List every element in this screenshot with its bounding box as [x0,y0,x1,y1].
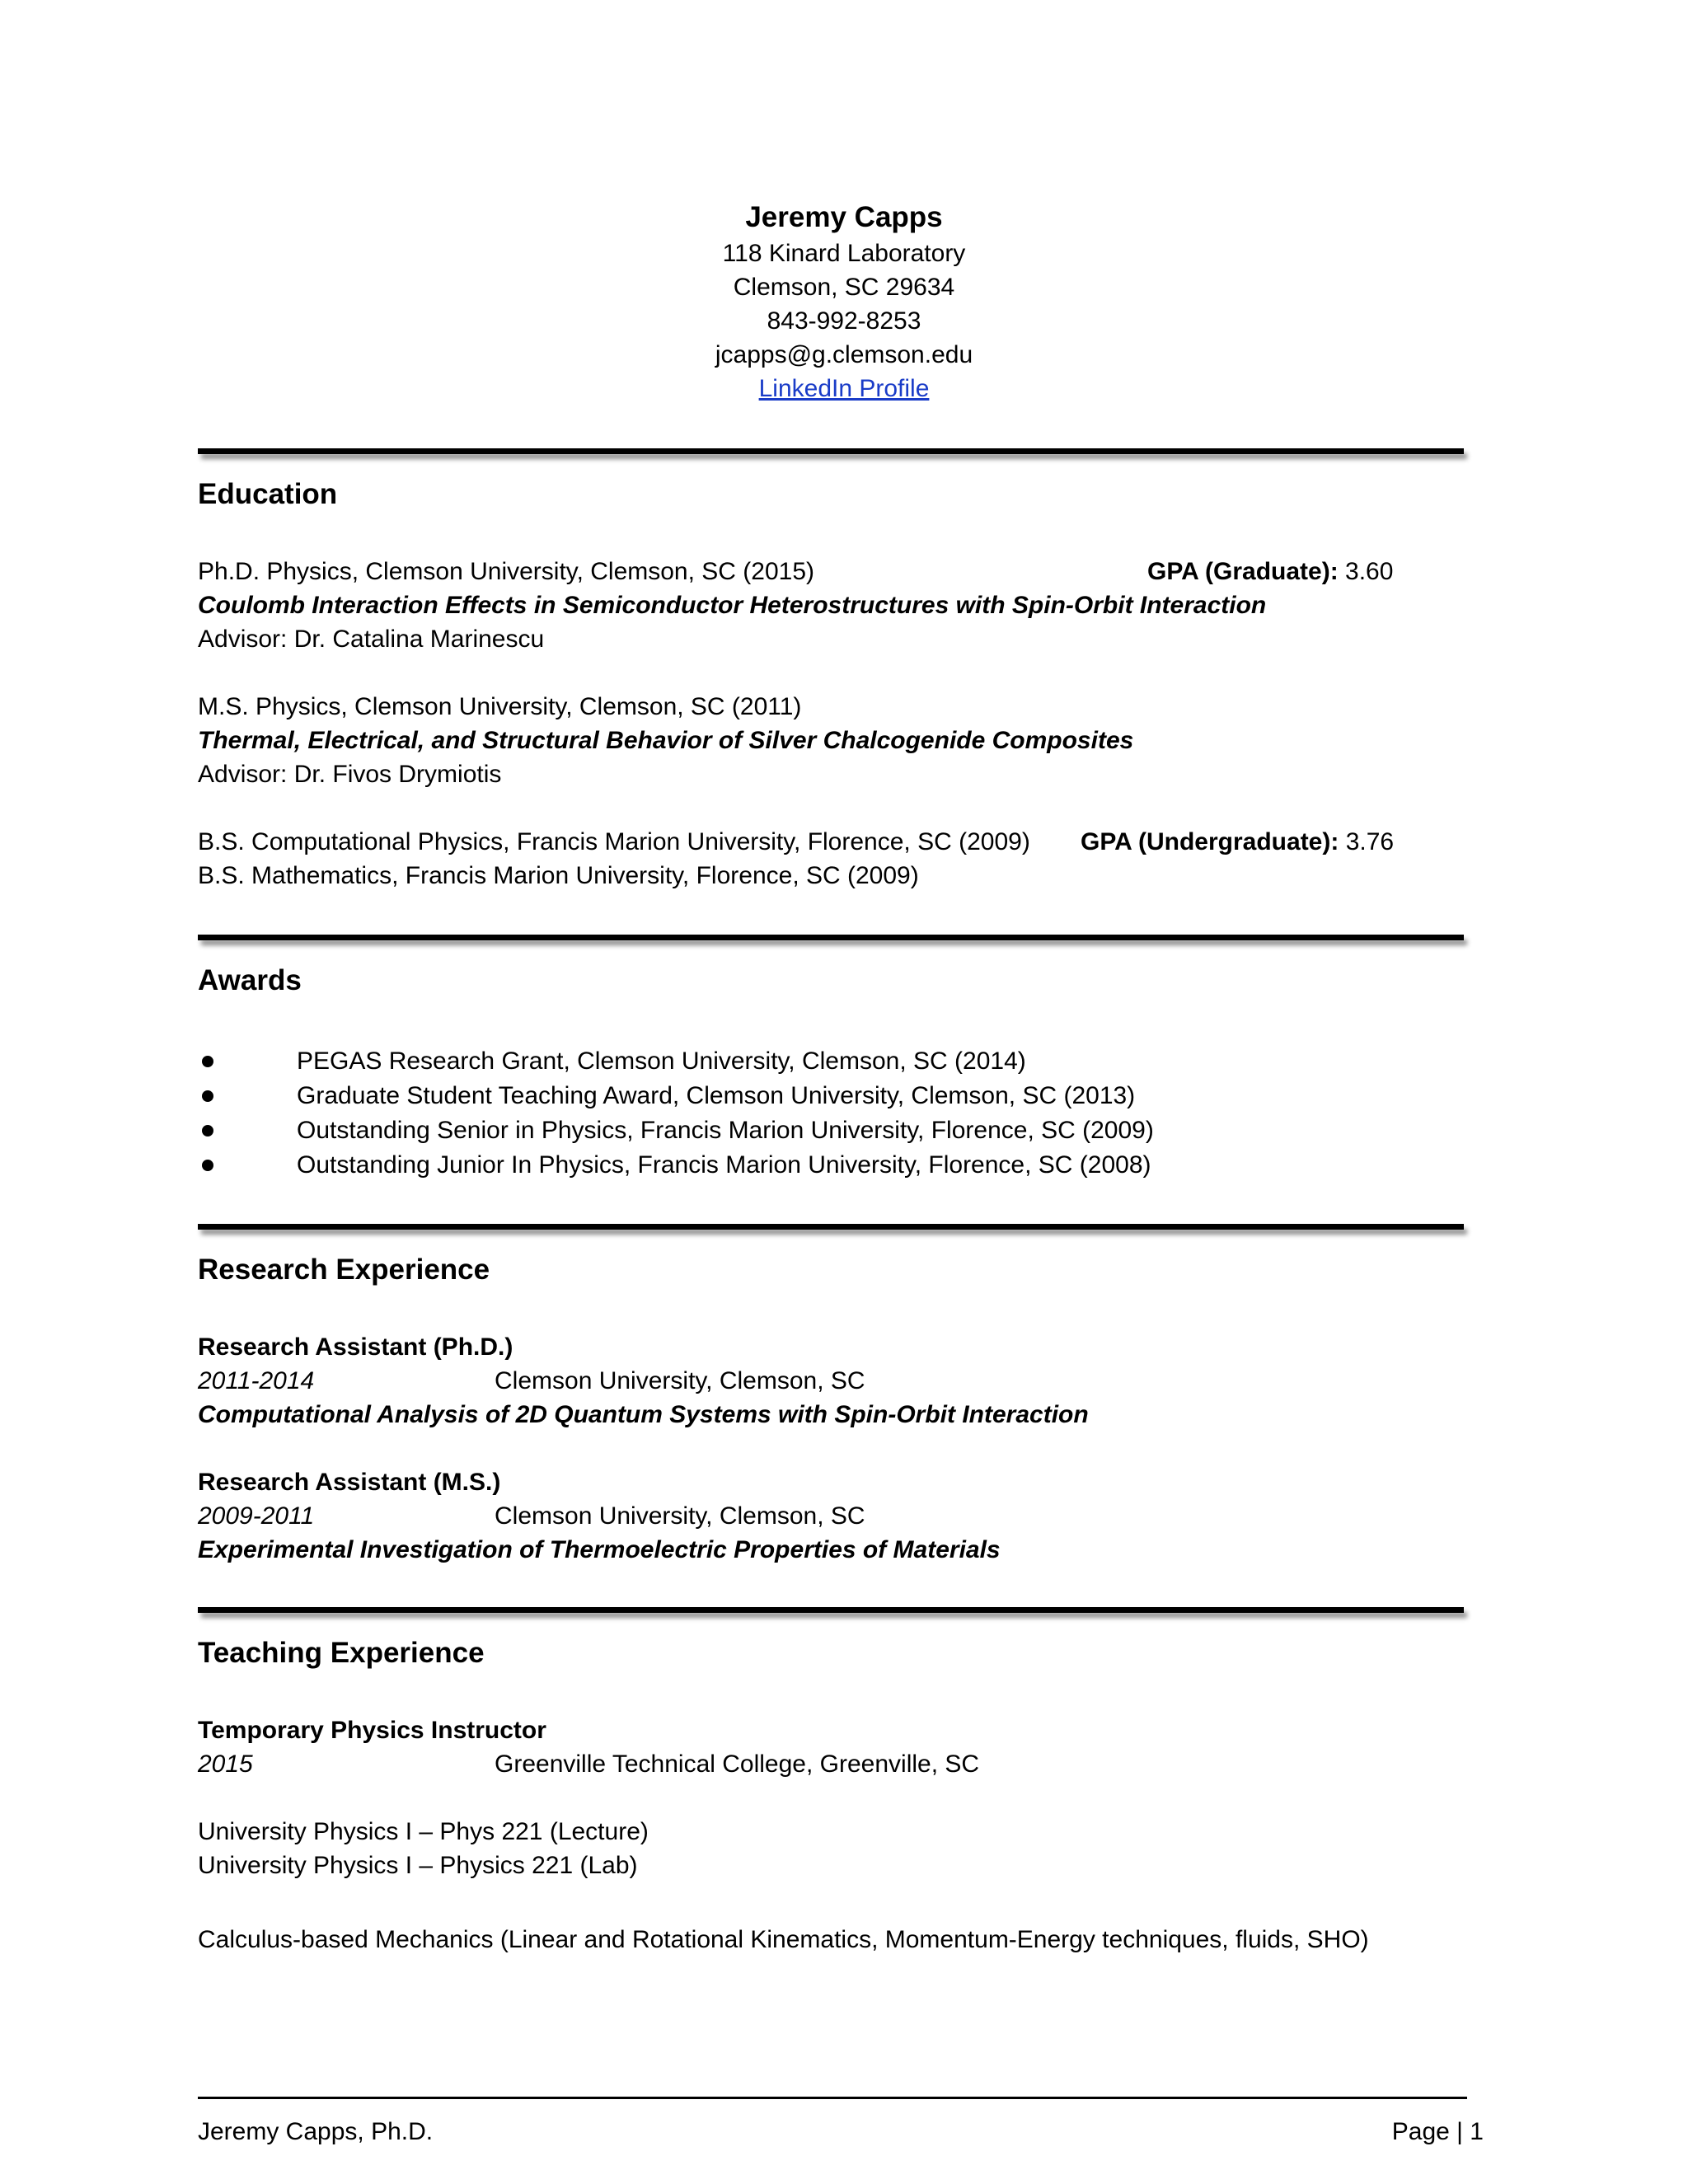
teaching-heading: Teaching Experience [198,1637,485,1669]
teaching-job-dates: 2015 [198,1750,253,1778]
ms-advisor: Advisor: Dr. Fivos Drymiotis [198,761,502,788]
ms-thesis-title: Thermal, Electrical, and Structural Behavior of Silver Chalcogenide Composites [198,727,1134,754]
ms-degree: M.S. Physics, Clemson University, Clemson, SC (2011) [198,693,802,720]
bs-gpa-value: 3.76 [1339,828,1395,855]
section-divider [198,935,1464,940]
phd-degree: Ph.D. Physics, Clemson University, Clemson, SC (2015) [198,558,815,585]
bullet-icon [202,1090,213,1102]
teaching-course: University Physics I – Phys 221 (Lecture) [198,1818,649,1845]
award-item: Outstanding Senior in Physics, Francis Marion University, Florence, SC (2009) [297,1117,1154,1144]
award-item: PEGAS Research Grant, Clemson University, Clemson, SC (2014) [297,1047,1026,1075]
linkedin-line [0,373,1688,405]
footer-divider [198,2097,1467,2099]
bs-degree-math: B.S. Mathematics, Francis Marion University, Florence, SC (2009) [198,862,919,889]
candidate-name: Jeremy Capps [745,201,943,233]
education-heading: Education [198,478,338,510]
section-divider [198,448,1464,454]
footer-name: Jeremy Capps, Ph.D. [198,2118,434,2145]
bs-gpa [1081,826,1394,859]
research-job-title: Research Assistant (Ph.D.) [198,1333,513,1361]
research-job-title: Research Assistant (M.S.) [198,1469,501,1496]
award-item: Graduate Student Teaching Award, Clemson University, Clemson, SC (2013) [297,1082,1136,1109]
bs-gpa-label: GPA (Undergraduate): [1081,828,1339,855]
page-number: Page | 1 [1391,2118,1484,2145]
awards-heading: Awards [198,964,302,996]
phd-gpa-value: 3.60 [1338,558,1394,585]
email-address: jcapps@g.clemson.edu [715,341,973,368]
research-job-project: Computational Analysis of 2D Quantum Systems with Spin-Orbit Interaction [198,1401,1089,1428]
research-job-dates: 2009-2011 [198,1502,315,1530]
phd-advisor: Advisor: Dr. Catalina Marinescu [198,626,545,653]
linkedin-link[interactable]: LinkedIn Profile [758,375,930,402]
research-job-place: Clemson University, Clemson, SC [495,1502,865,1530]
phd-thesis-title: Coulomb Interaction Effects in Semiconductor Heterostructures with Spin-Orbit Interaction [198,592,1267,619]
teaching-job-place: Greenville Technical College, Greenville, SC [495,1750,980,1778]
teaching-job-title: Temporary Physics Instructor [198,1717,546,1744]
section-divider [198,1607,1464,1613]
teaching-course: University Physics I – Physics 221 (Lab) [198,1852,638,1879]
phone-number: 843-992-8253 [767,307,921,335]
research-heading: Research Experience [198,1254,490,1286]
address-line-1: 118 Kinard Laboratory [722,240,966,267]
section-divider [198,1224,1464,1230]
bs-degree-physics: B.S. Computational Physics, Francis Marion University, Florence, SC (2009) [198,828,1030,855]
bullet-icon [202,1056,213,1067]
phd-gpa-label: GPA (Graduate): [1147,558,1339,585]
research-job-place: Clemson University, Clemson, SC [495,1367,865,1394]
bullet-icon [202,1160,213,1171]
phd-gpa [1147,555,1393,588]
bullet-icon [202,1125,213,1137]
address-line-2: Clemson, SC 29634 [733,274,955,301]
award-item: Outstanding Junior In Physics, Francis Marion University, Florence, SC (2008) [297,1151,1151,1179]
research-job-project: Experimental Investigation of Thermoelectric Properties of Materials [198,1536,1001,1563]
teaching-topics: Calculus-based Mechanics (Linear and Rotational Kinematics, Momentum-Energy techniques, fluids, SHO) [198,1926,1369,1953]
research-job-dates: 2011-2014 [198,1367,315,1394]
